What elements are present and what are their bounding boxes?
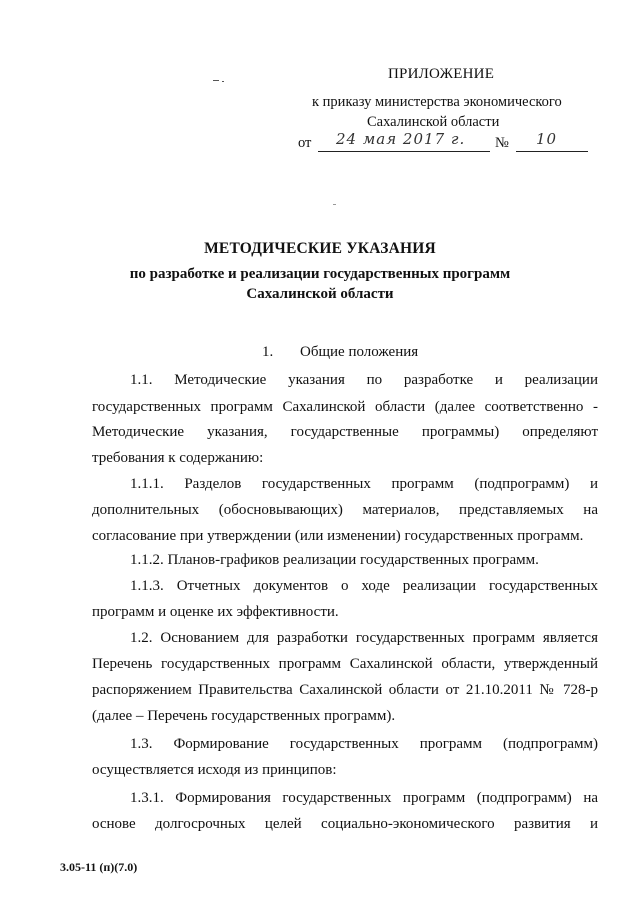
- document-subtitle-line-1: по разработке и реализации государственных программ: [129, 266, 511, 282]
- body-line: 1.1.3. Отчетных документов о ходе реализации государственных: [130, 578, 598, 594]
- handwritten-number: 10: [536, 130, 558, 148]
- document-subtitle-line-2: Сахалинской области: [246, 286, 394, 302]
- body-line: 1.3.1. Формирования государственных программ (подпрограмм) на: [130, 790, 598, 806]
- date-underline: [318, 151, 490, 152]
- body-line: 1.3. Формирование государственных программ (подпрограмм): [130, 736, 598, 752]
- body-line: Перечень государственных программ Сахалинской области, утвержденный: [92, 656, 598, 672]
- footer-form-code: 3.05-11 (п)(7.0): [60, 860, 138, 874]
- appendix-region-line: Сахалинской области: [367, 114, 500, 130]
- body-line: Методические указания, государственные программы) определяют: [92, 424, 598, 440]
- from-label: от: [298, 135, 312, 151]
- number-label: №: [495, 135, 509, 151]
- section-number: 1.: [262, 344, 274, 360]
- scan-speck: [333, 204, 336, 205]
- scan-speck: [222, 81, 224, 82]
- body-line: требования к содержанию:: [92, 450, 264, 466]
- body-line: 1.1.1. Разделов государственных программ (подпрограмм) и: [130, 476, 598, 492]
- section-title: Общие положения: [300, 344, 419, 360]
- body-line: 1.2. Основанием для разработки государственных программ является: [130, 630, 598, 646]
- body-line: дополнительных (обосновывающих) материалов, представляемых на: [92, 502, 598, 518]
- body-line: согласование при утверждении (или изменении) государственных программ.: [92, 528, 584, 544]
- body-line: (далее – Перечень государственных программ).: [92, 708, 396, 724]
- handwritten-date: 24 мая 2017 г.: [336, 130, 466, 148]
- order-date-number-row: [298, 130, 608, 155]
- body-line: программ и оценке их эффективности.: [92, 604, 339, 620]
- scan-speck: [213, 80, 219, 81]
- body-line: распоряжением Правительства Сахалинской области от 21.10.2011 № 728-р: [92, 682, 598, 698]
- body-line: 1.1. Методические указания по разработке и реализации: [130, 372, 598, 388]
- body-line: осуществляется исходя из принципов:: [92, 762, 337, 778]
- number-underline: [516, 151, 588, 152]
- appendix-order-line: к приказу министерства экономического: [312, 94, 562, 110]
- appendix-title: ПРИЛОЖЕНИЕ: [388, 66, 495, 82]
- body-line: государственных программ Сахалинской области (далее соответственно -: [92, 399, 598, 415]
- document-title: МЕТОДИЧЕСКИЕ УКАЗАНИЯ: [204, 240, 436, 257]
- body-line: основе долгосрочных целей социально-экономического развития и: [92, 816, 598, 832]
- body-line: 1.1.2. Планов-графиков реализации государственных программ.: [130, 552, 539, 568]
